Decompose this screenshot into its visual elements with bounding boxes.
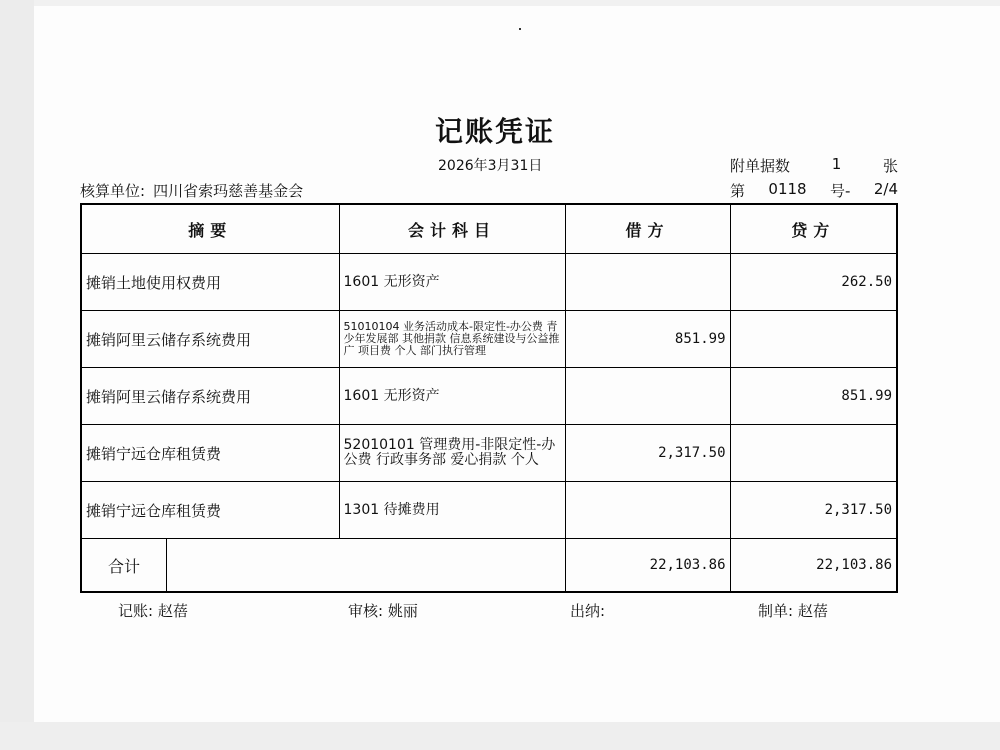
row-credit <box>730 425 897 482</box>
row-debit <box>565 368 730 425</box>
attach-count: 1 <box>831 155 842 173</box>
row-account: 1301 待摊费用 <box>339 482 565 539</box>
row-debit: 2,317.50 <box>565 425 730 482</box>
scan-edge-top <box>0 0 1000 6</box>
total-label: 合计 <box>82 539 167 591</box>
row-credit: 2,317.50 <box>730 482 897 539</box>
cashier-signature <box>570 600 605 621</box>
row-account: 52010101 管理费用-非限定性-办公费 行政事务部 爱心捐款 个人 <box>339 425 565 482</box>
table-row <box>81 368 897 425</box>
cashier-label: 出纳: <box>570 602 606 620</box>
attach-label: 附单据数 <box>730 157 791 175</box>
header-debit: 借方 <box>565 204 730 254</box>
scan-edge-bottom <box>0 722 1000 750</box>
row-account: 51010104 业务活动成本-限定性-办公费 青少年发展部 其他捐款 信息系统建设与公益推广 项目费 个人 部门执行管理 <box>339 311 565 368</box>
row-credit: 262.50 <box>730 254 897 311</box>
header-credit: 贷方 <box>730 204 897 254</box>
table-row <box>81 482 897 539</box>
auditor-name: 姚丽 <box>387 602 418 620</box>
unit-name: 四川省索玛慈善基金会 <box>153 182 304 200</box>
header-account: 会计科目 <box>339 204 565 254</box>
unit-label: 核算单位: <box>80 182 146 200</box>
attach-unit: 张 <box>882 157 898 175</box>
row-summary: 摊销阿里云储存系统费用 <box>81 311 339 368</box>
voucher-date: 2026年3月31日 <box>438 158 543 174</box>
total-debit: 22,103.86 <box>565 539 730 593</box>
total-label-cell <box>81 539 565 593</box>
row-summary: 摊销阿里云储存系统费用 <box>81 368 339 425</box>
table-row <box>81 254 897 311</box>
row-credit: 851.99 <box>730 368 897 425</box>
bookkeeper-signature <box>118 600 188 621</box>
table-row <box>81 311 897 368</box>
no-prefix: 第 <box>730 182 746 200</box>
total-row <box>81 539 897 593</box>
row-summary: 摊销土地使用权费用 <box>81 254 339 311</box>
voucher-title: 记账凭证 <box>434 115 555 148</box>
scan-speck <box>519 28 521 30</box>
page-number: 2/4 <box>873 180 898 198</box>
no-suffix: 号- <box>830 182 851 200</box>
table-header-row <box>81 204 897 254</box>
row-credit <box>730 311 897 368</box>
voucher-table <box>80 203 898 593</box>
row-account: 1601 无形资产 <box>339 368 565 425</box>
table-row <box>81 425 897 482</box>
bookkeeper-label: 记账: <box>118 602 154 620</box>
preparer-name: 赵蓓 <box>797 602 828 620</box>
header-summary: 摘要 <box>81 204 339 254</box>
row-account: 1601 无形资产 <box>339 254 565 311</box>
auditor-label: 审核: <box>348 602 384 620</box>
row-debit <box>565 254 730 311</box>
scan-edge-left <box>0 0 34 750</box>
preparer-label: 制单: <box>758 602 794 620</box>
voucher-number <box>730 180 898 201</box>
auditor-signature <box>348 600 418 621</box>
accounting-unit <box>80 180 303 201</box>
row-summary: 摊销宁远仓库租赁费 <box>81 425 339 482</box>
no-value: 0118 <box>768 180 807 198</box>
row-debit <box>565 482 730 539</box>
attachment-count <box>730 155 898 176</box>
row-debit: 851.99 <box>565 311 730 368</box>
bookkeeper-name: 赵蓓 <box>157 602 188 620</box>
row-summary: 摊销宁远仓库租赁费 <box>81 482 339 539</box>
preparer-signature <box>758 600 828 621</box>
total-credit: 22,103.86 <box>730 539 897 593</box>
total-blank <box>167 539 565 591</box>
